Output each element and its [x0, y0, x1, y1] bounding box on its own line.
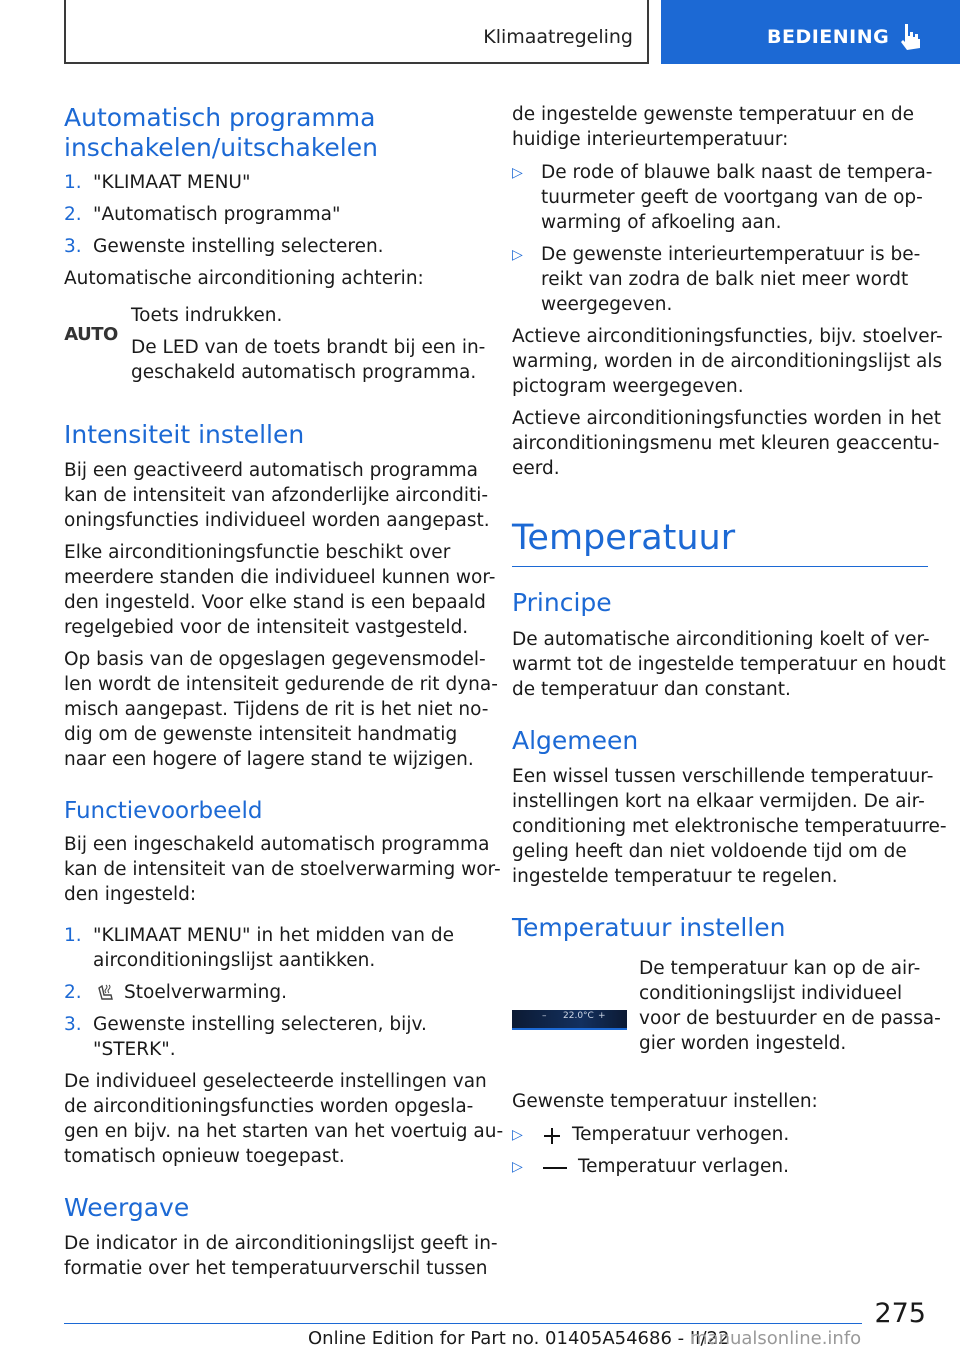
bullet-text: tuurmeter geeft de voortgang van de op-	[541, 187, 923, 208]
heading-temperatuur: Temperatuur	[512, 518, 736, 558]
heading-functievoorbeeld: Functievoorbeeld	[64, 798, 263, 824]
active-p2-l2: airconditioningsmenu met kleuren geaccentu-	[512, 433, 940, 454]
step-text: Stoelverwarming.	[124, 982, 288, 1003]
auto-text-1: Toets indrukken.	[131, 305, 283, 326]
auto-button-icon: AUTO	[64, 324, 118, 345]
step-text: "Automatisch programma"	[93, 204, 341, 225]
func-p2-l1: De individueel geselecteerde instellingen van	[64, 1071, 487, 1092]
active-p1-l3: pictogram weergegeven.	[512, 376, 744, 397]
intens-p3-l1: Op basis van de opgeslagen gegevensmodel-	[64, 649, 486, 670]
intens-p1-l3: oningsfuncties individueel worden aangepast.	[64, 510, 490, 531]
tinst-l2: conditioningslijst individueel	[639, 983, 903, 1004]
footer-rule	[64, 1323, 862, 1324]
intens-p1-l2: kan de intensiteit van afzonderlijke airconditi-	[64, 485, 489, 506]
step-number: 2.	[64, 204, 82, 225]
chapter-title: BEDIENING	[767, 26, 890, 48]
intens-p1-l1: Bij een geactiveerd automatisch programma	[64, 460, 478, 481]
section-title: Klimaatregeling	[483, 26, 633, 48]
func-p2-l4: tomatisch opnieuw toegepast.	[64, 1146, 345, 1167]
intens-p2-l2: meerdere standen die individueel kunnen wor-	[64, 567, 496, 588]
cont-l2: huidige interieurtemperatuur:	[512, 129, 789, 150]
auto-text-2a: De LED van de toets brandt bij een in-	[131, 337, 486, 358]
cont-l1: de ingestelde gewenste temperatuur en de	[512, 104, 914, 125]
bar-minus: –	[542, 1011, 547, 1021]
heading-auto-line2: inschakelen/uitschakelen	[64, 133, 378, 162]
active-p2-l1: Actieve airconditioningsfuncties worden in het	[512, 408, 941, 429]
alg-l4: geling heeft dan niet voldoende tijd om de	[512, 841, 907, 862]
tinst-l3: voor de bestuurder en de passa-	[639, 1008, 941, 1029]
step-number: 3.	[64, 236, 82, 257]
func-p1-l3: den ingesteld:	[64, 884, 197, 905]
heading-temperatuur-instellen: Temperatuur instellen	[512, 913, 786, 942]
hand-pointer-icon	[897, 22, 923, 52]
footer-watermark: manualsonline.info	[690, 1328, 862, 1349]
active-p1-l1: Actieve airconditioningsfuncties, bijv. stoelver-	[512, 326, 943, 347]
bullet-text: warming of afkoeling aan.	[541, 212, 782, 233]
step-number: 3.	[64, 1014, 82, 1035]
set-temp-line: Gewenste temperatuur instellen:	[512, 1091, 818, 1112]
footer-edition: Online Edition for Part no. 01405A54686 - II/22	[308, 1328, 730, 1349]
weerg-l1: De indicator in de airconditioningslijst geeft in-	[64, 1233, 498, 1254]
bullet-text: Temperatuur verhogen.	[572, 1124, 790, 1145]
intens-p2-l1: Elke airconditioningsfunctie beschikt over	[64, 542, 451, 563]
func-p1-l1: Bij een ingeschakeld automatisch programma	[64, 834, 490, 855]
minus-icon	[542, 1158, 568, 1178]
princ-l2: warmt tot de ingestelde temperatuur en houdt	[512, 654, 946, 675]
alg-l3: conditioning met elektronische temperatuurre-	[512, 816, 947, 837]
bullet-triangle-icon: ▷	[512, 165, 523, 181]
alg-l5: ingestelde temperatuur te regelen.	[512, 866, 838, 887]
func-p2-l3: gen en bijv. na het starten van het voertuig au-	[64, 1121, 504, 1142]
step-text: Gewenste instelling selecteren.	[93, 236, 384, 257]
step-number: 1.	[64, 172, 82, 193]
heading-principe: Principe	[512, 588, 612, 617]
heading-weergave: Weergave	[64, 1193, 190, 1222]
intens-p2-l4: regelgebied voor de intensiteit vastgesteld.	[64, 617, 469, 638]
active-p1-l2: warming, worden in de airconditioningslijst als	[512, 351, 943, 372]
tinst-l1: De temperatuur kan op de air-	[639, 958, 921, 979]
heading-algemeen: Algemeen	[512, 726, 639, 755]
bar-plus: +	[598, 1011, 606, 1021]
seat-heating-icon	[96, 983, 116, 1003]
rear-ac-line: Automatische airconditioning achterin:	[64, 268, 424, 289]
tinst-l4: gier worden ingesteld.	[639, 1033, 847, 1054]
weerg-l2: formatie over het temperatuurverschil tussen	[64, 1258, 488, 1279]
header-chapter-box	[661, 0, 960, 64]
princ-l1: De automatische airconditioning koelt of ver-	[512, 629, 930, 650]
header-section-box	[64, 0, 649, 64]
bullet-text: weergegeven.	[541, 294, 673, 315]
auto-text-2b: geschakeld automatisch programma.	[131, 362, 477, 383]
func-p1-l2: kan de intensiteit van de stoelverwarming wor-	[64, 859, 501, 880]
bar-temp-value: 22.0°C	[563, 1011, 594, 1021]
bullet-text: reikt van zodra de balk niet meer wordt	[541, 269, 909, 290]
step-number: 2.	[64, 982, 82, 1003]
intens-p2-l3: den ingesteld. Voor elke stand is een bepaald	[64, 592, 486, 613]
bullet-triangle-icon: ▷	[512, 247, 523, 263]
bullet-text: De gewenste interieurtemperatuur is be-	[541, 244, 921, 265]
heading-auto-line1: Automatisch programma	[64, 103, 376, 132]
step-text: Gewenste instelling selecteren, bijv.	[93, 1014, 427, 1035]
bullet-triangle-icon: ▷	[512, 1127, 523, 1143]
bullet-triangle-icon: ▷	[512, 1159, 523, 1175]
alg-l1: Een wissel tussen verschillende temperatuur-	[512, 766, 934, 787]
intens-p3-l4: dig om de gewenste intensiteit handmatig	[64, 724, 458, 745]
active-p2-l3: eerd.	[512, 458, 560, 479]
alg-l2: instellingen kort na elkaar vermijden. De air-	[512, 791, 925, 812]
func-p2-l2: de airconditioningsfuncties worden opgesla-	[64, 1096, 474, 1117]
step-text: "KLIMAAT MENU" in het midden van de	[93, 925, 454, 946]
page-number: 275	[874, 1298, 926, 1329]
step-text: "KLIMAAT MENU"	[93, 172, 251, 193]
temperature-control-bar-image	[512, 1010, 627, 1030]
bullet-text: De rode of blauwe balk naast de tempera-	[541, 162, 933, 183]
intens-p3-l3: misch aangepast. Tijdens de rit is het niet no-	[64, 699, 489, 720]
plus-icon	[542, 1126, 562, 1146]
intens-p3-l2: len wordt de intensiteit gedurende de rit dyna-	[64, 674, 498, 695]
step-text: airconditioningslijst aantikken.	[93, 950, 376, 971]
bullet-text: Temperatuur verlagen.	[578, 1156, 789, 1177]
princ-l3: de temperatuur dan constant.	[512, 679, 791, 700]
intens-p3-l5: naar een hogere of lagere stand te wijzigen.	[64, 749, 474, 770]
step-text: "STERK".	[93, 1039, 176, 1060]
step-number: 1.	[64, 925, 82, 946]
heading-intensiteit: Intensiteit instellen	[64, 420, 305, 449]
heading-rule	[512, 566, 928, 567]
